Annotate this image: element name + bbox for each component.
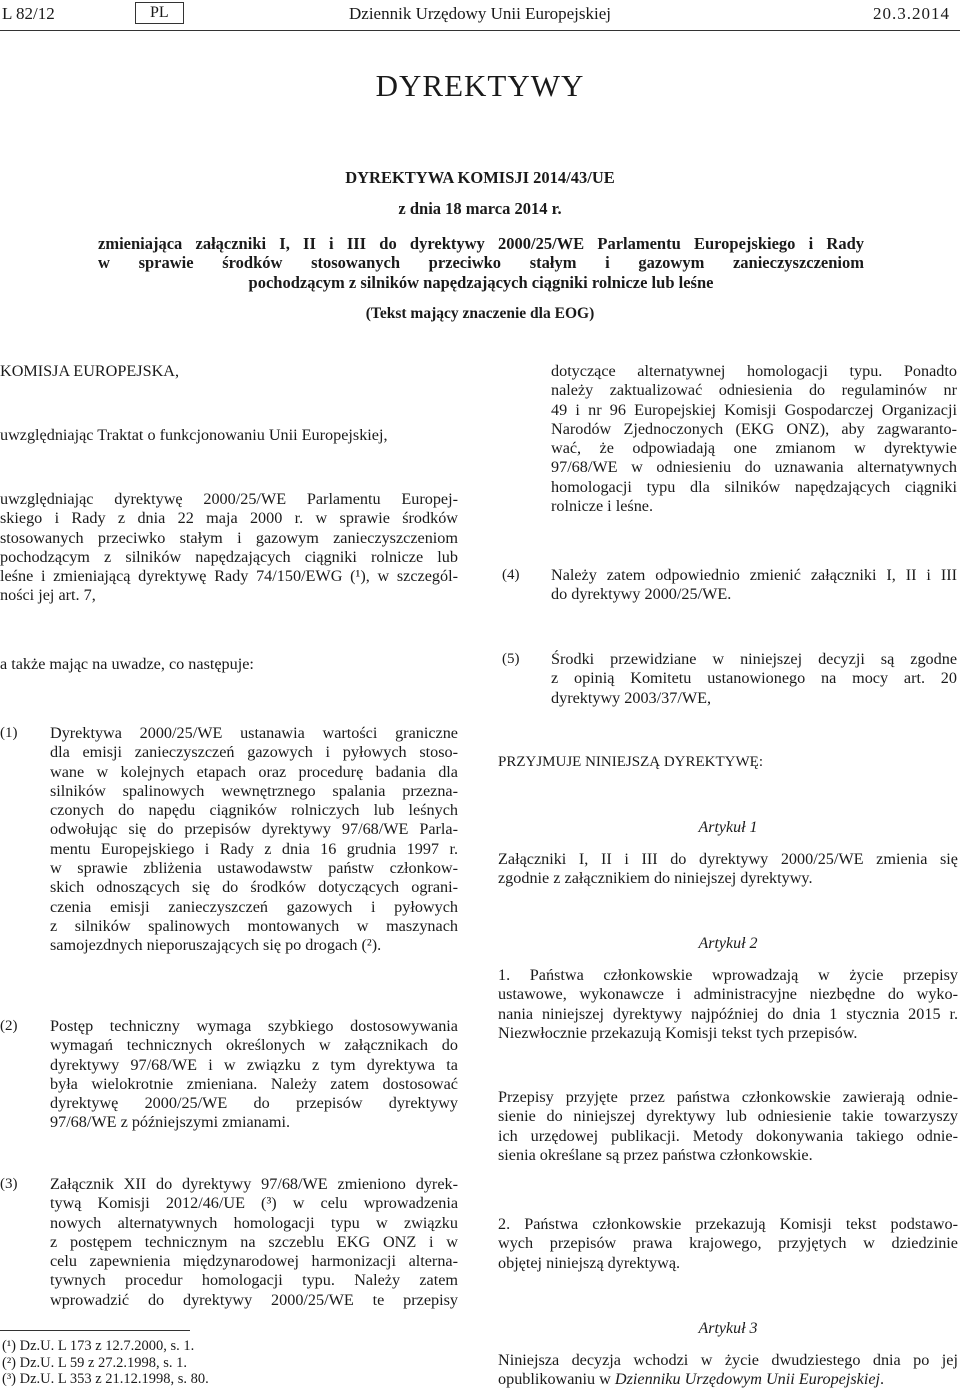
article-3-heading: Artykuł 3: [698, 1320, 758, 1337]
text-line: czonych do napędu ciągników rolniczych lub leśnych: [50, 801, 458, 820]
footnote: (¹) Dz.U. L 173 z 12.7.2000, s. 1.: [2, 1338, 195, 1354]
text-line: skich odnoszących się do środków dotyczących ograni-: [50, 878, 458, 897]
text-line: pochodzącym z silników napędzających ciągniki rolnicze lub: [0, 547, 458, 566]
text-line: z silników spalinowych montowanych w maszynach: [50, 916, 458, 935]
text-line: rolnicze i leśne.: [551, 497, 654, 516]
text-line: mentu Europejskiego i Rady z dnia 16 grudnia 1997 r.: [50, 839, 458, 858]
text-line: tywą Komisji 2012/46/UE (³) w celu wprowadzenia: [50, 1194, 458, 1213]
text-line: skiego i Rady z dnia 22 maja 2000 r. w sprawie środków: [0, 509, 458, 528]
footnotes: [2, 1338, 209, 1388]
text-line: celu zapewnienia międzynarodowej harmonizacji alterna-: [50, 1252, 458, 1271]
act-subject-line: zmieniająca załączniki I, II i III do dyrektywy 2000/25/WE Parlamentu Europejskiego i Rady: [98, 234, 864, 253]
issue-date: 20.3.2014: [873, 4, 950, 23]
text-line: Przepisy przyjęte przez państwa członkowskie zawierają odnie-: [498, 1088, 958, 1106]
footnote-rule: [0, 1330, 190, 1331]
header-rule: [0, 30, 960, 31]
page-reference: L 82/12: [2, 4, 55, 23]
text-line: Załącznik XII do dyrektywy 97/68/WE zmieniono dyrek-: [50, 1175, 458, 1193]
act-title: DYREKTYWA KOMISJI 2014/43/UE: [345, 168, 615, 187]
footnote: (³) Dz.U. L 353 z 21.12.1998, s. 80.: [2, 1371, 209, 1387]
text-line: Środki przewidziane w niniejszej decyzji są zgodne: [551, 650, 957, 668]
article-1-heading: Artykuł 1: [698, 819, 758, 836]
text-line: 2. Państwa członkowskie przekazują Komisji tekst podstawo-: [498, 1215, 958, 1233]
text-line: stosowanych przeciwko stałym i gazowym zanieczyszczeniom: [0, 528, 458, 547]
recital-number: (1): [0, 725, 18, 741]
adoption-formula: PRZYJMUJE NINIEJSZĄ DYREKTYWĘ:: [498, 754, 763, 770]
text-line: Niezwłocznie przekazują Komisji tekst tych przepisów.: [498, 1023, 858, 1042]
text-line: wych przepisów prawa krajowego, przyjętych w dziedzinie: [498, 1234, 958, 1253]
commission-heading: KOMISJA EUROPEJSKA,: [0, 362, 179, 380]
text-line: wane w kolejnych etapach oraz procedurę badania dla: [50, 762, 458, 781]
text-line: nowych alternatywnych homologacji typu w związku: [50, 1213, 458, 1232]
text-line: silników spalinowych wewnętrznego spalania przezna-: [50, 781, 458, 800]
text-line: dyrektywy 2003/37/WE,: [551, 688, 712, 707]
text-line: 97/68/WE z późniejszymi zmianami.: [50, 1113, 291, 1132]
text-line: 97/68/WE w odniesieniu do uznawania alternatywnych: [551, 458, 957, 477]
text-line: wymagań technicznych określonych w załącznikach do: [50, 1036, 458, 1055]
text-line: była wielokrotnie zmieniana. Należy zatem dostosować: [50, 1074, 458, 1093]
recital-2: [50, 1017, 458, 1133]
text-line: należy zaktualizować odniesienia do regulaminów nr: [551, 381, 957, 400]
text-line: objętej niniejszą dyrektywą.: [498, 1253, 681, 1272]
journal-title-emphasis: Dzienniku Urzędowym Unii Europejskiej: [614, 1370, 881, 1389]
text-line: samojezdnych nieporuszających się po drogach (²).: [50, 936, 382, 955]
text-line: uwzględniając dyrektywę 2000/25/WE Parlamentu Europej-: [0, 490, 458, 508]
text-line: z opinią Komitetu ustanowionego na mocy art. 20: [551, 669, 957, 688]
text-line: Załączniki I, II i III do dyrektywy 2000/25/WE zmienia się: [498, 850, 958, 868]
article-2-paragraph-1: [498, 966, 958, 1043]
recital-number: (3): [0, 1176, 18, 1192]
language-badge: PL: [135, 2, 184, 24]
text-line: sienie do niniejszej dyrektywy lub odniesienie takie towarzyszy: [498, 1107, 958, 1126]
section-title: DYREKTYWY: [375, 68, 585, 103]
text-line: ustawowe, wykonawcze i administracyjne niezbędne do wyko-: [498, 985, 958, 1004]
text-fragment: opublikowaniu w: [498, 1370, 615, 1389]
text-line: nania niniejszej dyrektywy najpóźniej do dnia 1 stycznia 2015 r.: [498, 1004, 958, 1023]
text-line: Narodów Zjednoczonych (EKG ONZ), aby zagwaranto-: [551, 419, 957, 438]
footnote: (²) Dz.U. L 59 z 27.2.1998, s. 1.: [2, 1354, 188, 1371]
recital-number: (5): [502, 651, 520, 667]
text-line: tywnych procedur homologacji typu. Należy zatem: [50, 1271, 458, 1290]
text-line: do dyrektywy 2000/25/WE.: [551, 585, 732, 604]
text-line: Dyrektywa 2000/25/WE ustanawia wartości graniczne: [50, 724, 458, 742]
text-line: ności jej art. 7,: [0, 586, 96, 605]
text-fragment: .: [880, 1370, 885, 1389]
article-1-text: [498, 850, 958, 889]
text-line: wprowadzić do dyrektywy 2000/25/WE te przepisy: [50, 1290, 458, 1309]
text-line: dyrektywy 97/68/WE i w związku z tym dyrektywa ta: [50, 1055, 458, 1074]
article-3-text: [498, 1351, 958, 1390]
text-line: wać, że odpowiadają one zmianom w dyrektywie: [551, 439, 957, 458]
eea-relevance: (Tekst mający znaczenie dla EOG): [365, 305, 595, 322]
text-line: [498, 1370, 958, 1389]
act-subject-line: w sprawie środków stosowanych przeciwko stałym i gazowym zanieczyszczeniom: [98, 253, 864, 273]
text-line: 1. Państwa członkowskie wprowadzają w życie przepisy: [498, 966, 958, 984]
act-subject: [98, 234, 864, 292]
article-2-paragraph-1b: [498, 1088, 958, 1165]
whereas-intro: a także mając na uwadze, co następuje:: [0, 655, 254, 673]
recital-3: [50, 1175, 458, 1310]
text-line: odwołując się do przepisów dyrektywy 97/68/WE Parla-: [50, 820, 458, 839]
text-line: dla emisji zanieczyszczeń gazowych i pyłowych stoso-: [50, 743, 458, 762]
having-regard-directive: [0, 490, 458, 606]
article-2-paragraph-2: [498, 1215, 958, 1273]
act-date: z dnia 18 marca 2014 r.: [398, 199, 562, 218]
text-line: 49 i nr 96 Europejskiej Komisji Gospodarczej Organizacji: [551, 400, 957, 419]
text-line: ich urzędowej publikacji. Metody dokonywania takiego odnie-: [498, 1126, 958, 1145]
recital-number: (4): [502, 567, 520, 583]
text-line: Niniejsza decyzja wchodzi w życie dwudziestego dnia po jej: [498, 1351, 958, 1369]
recital-3-continued: [551, 362, 957, 516]
text-line: zgodnie z załącznikiem do niniejszej dyrektywy.: [498, 869, 813, 888]
text-line: w sprawie zbliżenia ustawodawstw państw członkow-: [50, 859, 458, 878]
text-line: z postępem technicznym na szczeblu EKG ONZ i w: [50, 1232, 458, 1251]
recital-4: [551, 566, 957, 605]
recital-number: (2): [0, 1018, 18, 1034]
text-line: leśne i zmieniającą dyrektywę Rady 74/150/EWG (¹), w szczegól-: [0, 567, 458, 586]
act-subject-line: pochodzącym z silników napędzających ciągniki rolnicze lub leśne: [248, 272, 714, 292]
recital-1: [50, 724, 458, 956]
text-line: homologacji typu dla silników napędzających ciągniki: [551, 477, 957, 496]
recital-5: [551, 650, 957, 708]
text-line: czenia emisji zanieczyszczeń gazowych i pyłowych: [50, 897, 458, 916]
text-line: Postęp techniczny wymaga szybkiego dostosowywania: [50, 1017, 458, 1035]
text-line: sienia określane są przez państwa członkowskie.: [498, 1145, 813, 1164]
text-line: dyrektywę 2000/25/WE do przepisów dyrektywy: [50, 1094, 458, 1113]
having-regard-treaty: uwzględniając Traktat o funkcjonowaniu Unii Europejskiej,: [0, 426, 388, 444]
journal-name: Dziennik Urzędowy Unii Europejskiej: [349, 4, 612, 23]
text-line: Należy zatem odpowiednio zmienić załączniki I, II i III: [551, 566, 957, 584]
article-2-heading: Artykuł 2: [698, 935, 758, 952]
text-line: dotyczące alternatywnej homologacji typu. Ponadto: [551, 362, 957, 380]
